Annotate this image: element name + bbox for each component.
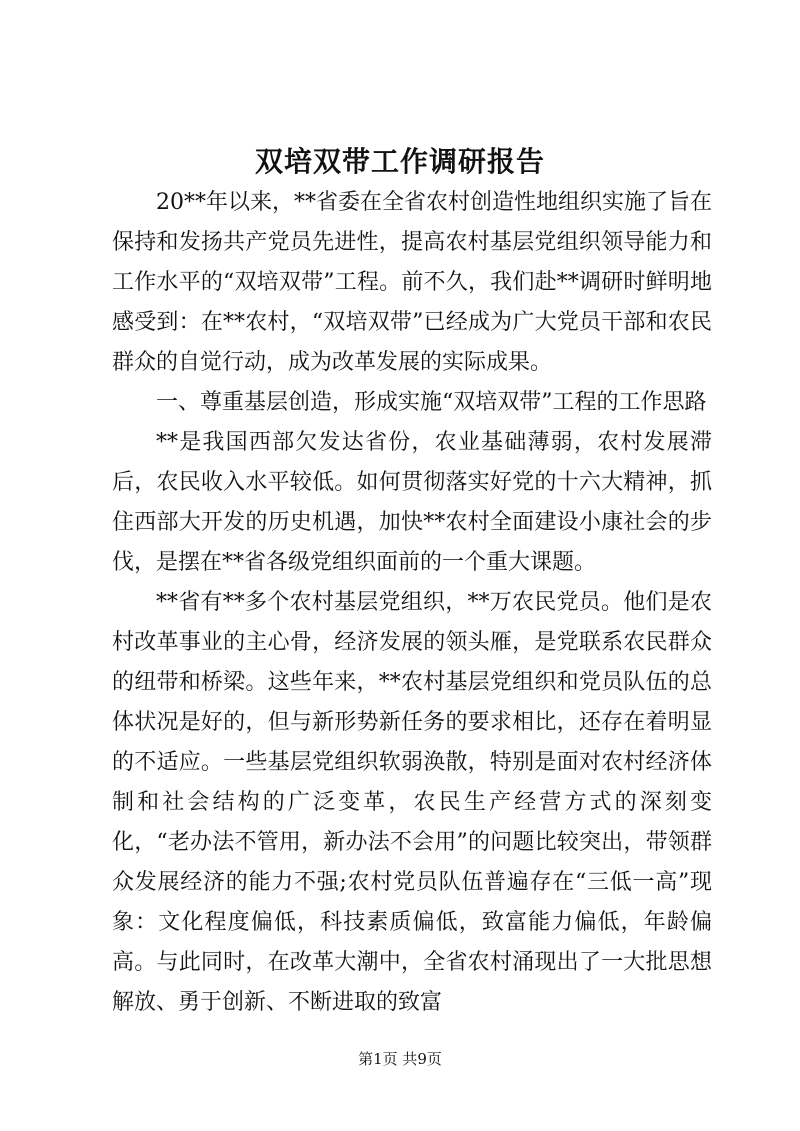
paragraph-intro: 20**年以来，**省委在全省农村创造性地组织实施了旨在保持和发扬共产党员先进性，提高农村基层党组织领导能力和工作水平的“双培双带”工程。前不久，我们赴**调研时鲜明地感受到：在**农村，“双培双带”已经成为广大党员干部和农民群众的自觉行动，成为改革发展的实际成果。 [112,190,712,375]
paragraph-background: **是我国西部欠发达省份，农业基础薄弱，农村发展滞后，农民收入水平较低。如何贯彻落实好党的十六大精神，抓住西部大开发的历史机遇，加快**农村全面建设小康社会的步伐，是摆在**省各级党组织面前的一个重大课题。 [112,430,712,575]
document-body [112,183,712,1023]
section-heading: 一、尊重基层创造，形成实施“双培双带”工程的工作思路 [156,390,707,415]
page-footer: 第1页 共9页 [358,1050,442,1068]
document-title: 双培双带工作调研报告 [254,145,545,178]
paragraph-situation: **省有**多个农村基层党组织，**万农民党员。他们是农村改革事业的主心骨，经济发展的领头雁，是党联系农民群众的纽带和桥梁。这些年来，**农村基层党组织和党员队伍的总体状况是好的，但与新形势新任务的要求相比，还存在着明显的不适应。一些基层党组织软弱涣散，特别是面对农村经济体制和社会结构的广泛变革，农民生产经营方式的深刻变化，“老办法不管用，新办法不会用”的问题比较突出，带领群众发展经济的能力不强;农村党员队伍普遍存在“三低一高”现象：文化程度偏低，科技素质偏低，致富能力偏低，年龄偏高。与此同时，在改革大潮中，全省农村涌现出了一大批思想解放、勇于创新、不断进取的致富 [112,590,712,1015]
